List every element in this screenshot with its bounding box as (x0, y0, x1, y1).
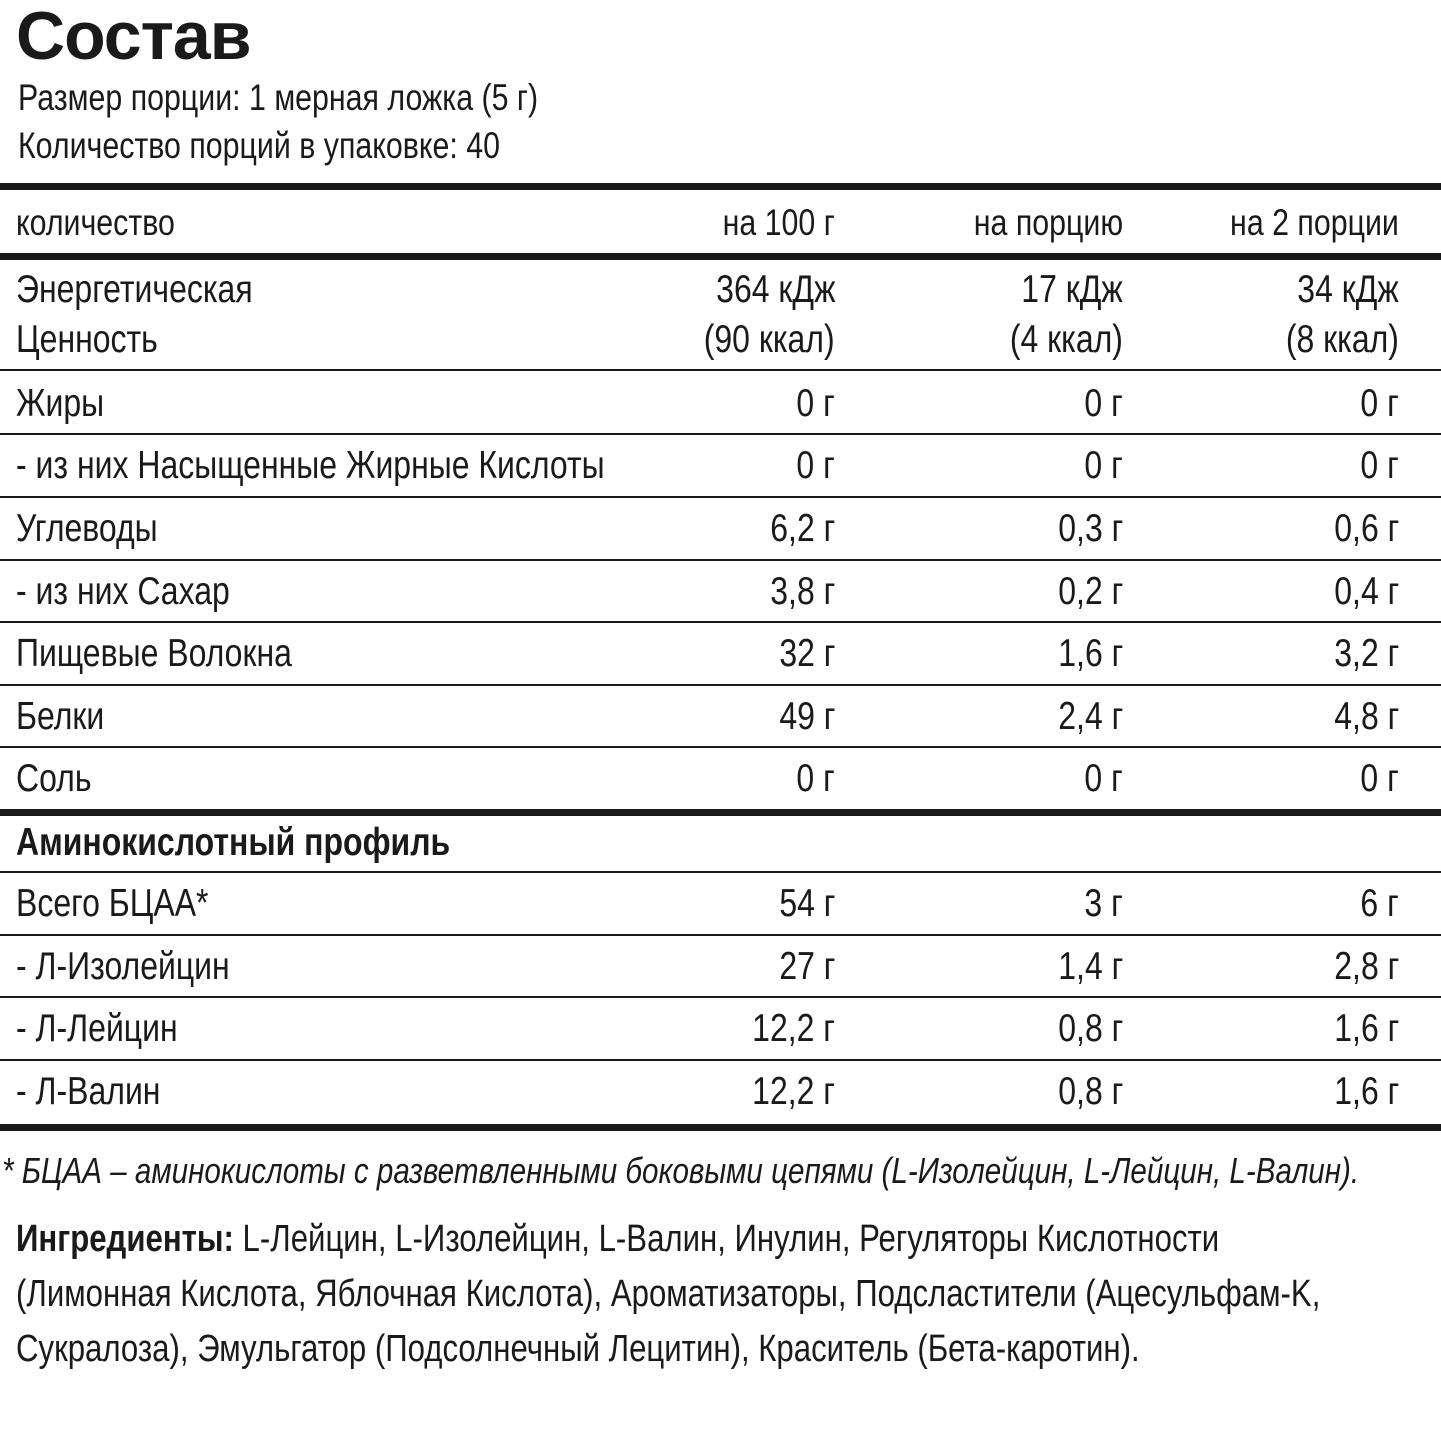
row-value-per-100g: 12,2 г (752, 1070, 835, 1113)
row-value-per-serving: 0,8 г (1057, 1007, 1123, 1050)
header-per-2-servings: на 2 порции (1230, 202, 1399, 243)
row-divider (0, 1059, 1441, 1061)
row-divider (0, 871, 1441, 873)
amino-profile-heading: Аминокислотный профиль (16, 821, 451, 864)
row-label: - Л-Изолейцин (16, 945, 230, 988)
row-value-per-100g: 0 г (796, 382, 835, 425)
row-value-per-100g: 54 г (778, 882, 835, 925)
row-value-per-serving: 1,4 г (1057, 945, 1123, 988)
row-value-per-100g: 49 г (778, 695, 835, 738)
table-top-rule (0, 183, 1441, 190)
row-value-per-2-servings: 3,2 г (1333, 632, 1399, 675)
row-value-per-2-servings: 0,4 г (1333, 570, 1399, 613)
bcaa-footnote: * БЦАА – аминокислоты с разветвленными боковыми цепями (L-Изолейцин, L-Лейцин, L-Валин). (2, 1150, 1360, 1191)
row-label: - Л-Лейцин (16, 1007, 178, 1050)
row-value-per-serving: 0,2 г (1057, 570, 1123, 613)
row-label: Жиры (16, 382, 105, 425)
row-value-per-2-servings: 1,6 г (1333, 1070, 1399, 1113)
row-divider (0, 996, 1441, 998)
row-value-per-2-servings: 0 г (1360, 444, 1399, 487)
row-value-per-serving: 0,3 г (1057, 507, 1123, 550)
row-divider (0, 621, 1441, 623)
row-value-per-serving: 2,4 г (1057, 695, 1123, 738)
row-value-per-serving: 0 г (1084, 757, 1123, 800)
row-value-per-serving: 1,6 г (1057, 632, 1123, 675)
row-value-per-2-servings: 6 г (1360, 882, 1399, 925)
row-label: Соль (16, 757, 92, 800)
row-value-per-100g: 3,8 г (769, 570, 835, 613)
energy-kj-per-2-servings: 34 кДж (1297, 268, 1399, 311)
row-value-per-2-servings: 4,8 г (1333, 695, 1399, 738)
row-value-per-serving: 0 г (1084, 382, 1123, 425)
row-divider (0, 559, 1441, 561)
row-label: - из них Сахар (16, 570, 230, 613)
energy-kj-per-serving: 17 кДж (1021, 268, 1123, 311)
ingredients-block (16, 1212, 1353, 1377)
energy-kcal-per-100g: (90 ккал) (704, 318, 835, 361)
header-rule (0, 253, 1441, 260)
header-quantity: количество (16, 202, 175, 243)
table-bottom-rule (0, 1124, 1441, 1131)
ingredients-label: Ингредиенты: (16, 1218, 234, 1260)
row-value-per-100g: 12,2 г (752, 1007, 835, 1050)
serving-size: Размер порции: 1 мерная ложка (5 г) (18, 77, 539, 118)
row-divider (0, 746, 1441, 748)
page-title: Состав (16, 0, 251, 74)
energy-label-line2: Ценность (16, 318, 158, 361)
row-value-per-100g: 0 г (796, 444, 835, 487)
row-value-per-2-servings: 2,8 г (1333, 945, 1399, 988)
energy-kj-per-100g: 364 кДж (715, 268, 835, 311)
row-value-per-2-servings: 1,6 г (1333, 1007, 1399, 1050)
row-value-per-100g: 6,2 г (769, 507, 835, 550)
energy-label-line1: Энергетическая (16, 268, 253, 311)
row-value-per-2-servings: 0,6 г (1333, 507, 1399, 550)
row-label: - из них Насыщенные Жирные Кислоты (16, 444, 605, 487)
row-value-per-100g: 0 г (796, 757, 835, 800)
header-per-100g: на 100 г (722, 202, 835, 243)
row-label: Всего БЦАА* (16, 882, 209, 925)
row-label: Пищевые Волокна (16, 632, 292, 675)
row-label: Углеводы (16, 507, 158, 550)
row-value-per-serving: 0 г (1084, 444, 1123, 487)
header-per-serving: на порцию (973, 202, 1123, 243)
row-label: - Л-Валин (16, 1070, 161, 1113)
servings-per-pack: Количество порций в упаковке: 40 (18, 125, 500, 166)
row-divider (0, 369, 1441, 371)
row-value-per-serving: 0,8 г (1057, 1070, 1123, 1113)
energy-kcal-per-2-servings: (8 ккал) (1285, 318, 1399, 361)
row-value-per-2-servings: 0 г (1360, 382, 1399, 425)
row-value-per-100g: 32 г (778, 632, 835, 675)
row-value-per-2-servings: 0 г (1360, 757, 1399, 800)
row-value-per-serving: 3 г (1084, 882, 1123, 925)
row-label: Белки (16, 695, 105, 738)
energy-kcal-per-serving: (4 ккал) (1009, 318, 1123, 361)
row-divider (0, 934, 1441, 936)
row-divider (0, 433, 1441, 435)
row-value-per-100g: 27 г (778, 945, 835, 988)
row-divider (0, 496, 1441, 498)
ingredients-text: L-Лейцин, L-Изолейцин, L-Валин, Инулин, Регуляторы Кислотности (Лимонная Кислота, Яблочная Кислота), Ароматизаторы, Подсластители (Ацесульфам-K, Сукралоза), Эмульгатор (Подсолнечный Лецитин), Краситель (Бета-каротин). (16, 1218, 1321, 1370)
section-rule (0, 809, 1441, 816)
row-divider (0, 684, 1441, 686)
